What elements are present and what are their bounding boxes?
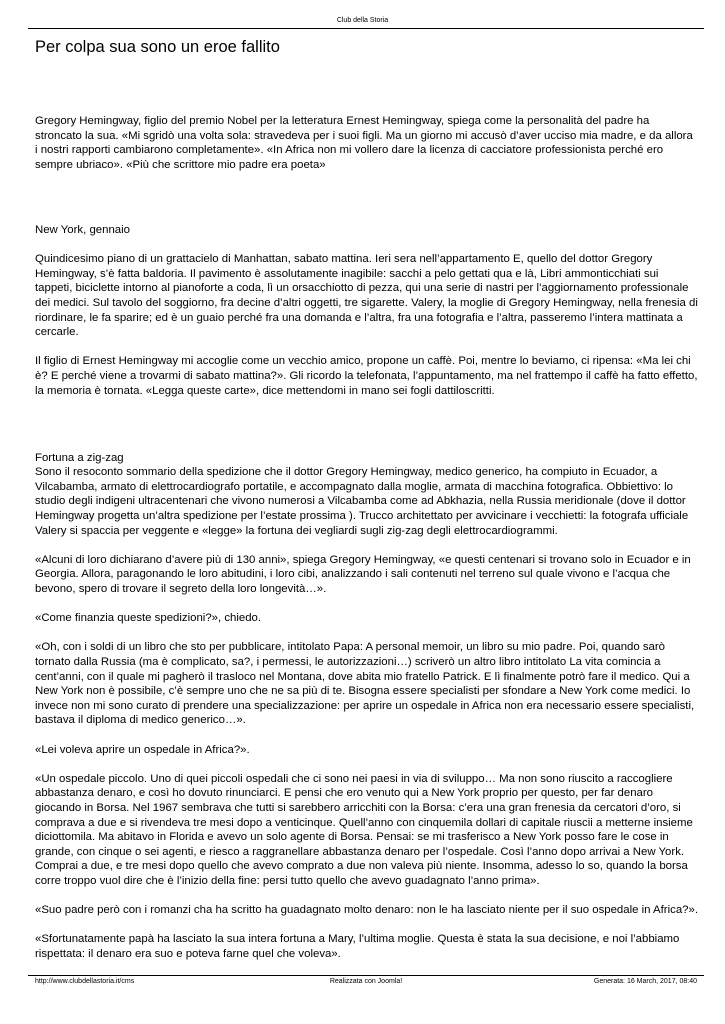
footer-generated-date: Generata: 16 March, 2017, 08:40 xyxy=(593,978,697,985)
spacer xyxy=(35,413,698,451)
paragraph-10: «Sfortunatamente papà ha lasciato la sua intera fortuna a Mary, l’ultima moglie. Questa è stata la sua decisione, e noi l’abbiamo rispettata: il denaro era suo e poteva farne quel che voleva». xyxy=(35,933,680,960)
footer-url-link[interactable]: http://www.clubdellastoria.it/cms xyxy=(35,978,135,985)
paragraph-4: «Alcuni di loro dichiarano d’avere più di 130 anni», spiega Gregory Hemingway, «e questi centenari si trovano solo in Ecuador e in Georgia. Allora, paragonando le loro abitudini, i loro cibi, analizzando i sali contenuti nel terreno sul quale vivono e l’acqua che bevono, spero di trovare il segreto della loro longevità…». xyxy=(35,553,691,596)
paragraph-6: «Oh, con i soldi di un libro che sto per pubblicare, intitolato Papa: A personal memoir, un libro su mio padre. Poi, quando sarò tornato dalla Russia (ma è complicato, sa?, i permessi, le autorizzazioni…) scriverò un altro libro intitolato La vita comincia a cent’anni, con il quale mi pagherò il trasloco nel Montana, dove abita mio fratello Patrick. E lì finalmente potrò fare il medico. Qui a New York non è possibile, c’è sempre uno che ne sa più di te. Bisogna essere specialisti per sfondare a New York come medici. Io invece non mi sono curato di prendere una specializzazione: per aprire un ospedale in Africa non era necessario essere specialisti, bastava il diploma di medico generico…». xyxy=(35,641,695,727)
spacer xyxy=(35,187,698,223)
dateline: New York, gennaio xyxy=(35,223,130,236)
paragraph-9: «Suo padre però con i romanzi cha ha scritto ha guadagnato molto denaro: non le ha lasciato niente per il suo ospedale in Africa?». xyxy=(35,904,698,917)
paragraph-5: «Come finanzia queste spedizioni?», chiedo. xyxy=(35,612,262,625)
footer-divider xyxy=(28,975,704,976)
paragraph-3: Sono il resoconto sommario della spedizione che il dottor Gregory Hemingway, medico generico, ha compiuto in Ecuador, a Vilcabamba, armato di elettrocardiografo portatile, e accompagnato dalla moglie, armata di macchina fotografica. Obbiettivo: lo studio degli indigeni ultracentenari che vivono numerosi a Vilcabamba come ad Abkhazia, nella Russia meridionale (dove il dottor Hemingway progetta un’altra spedizione per l’estate prossima ). Trucco architettato per avvicinare i vecchietti: la fotografa ufficiale Valery si spaccia per veggente e «legge» la fortuna dei vegliardi sugli zig-zag degli elettrocardiogrammi. xyxy=(35,466,689,537)
paragraph-7: «Lei voleva aprire un ospedale in Africa?». xyxy=(35,743,250,756)
article-intro: Gregory Hemingway, figlio del premio Nobel per la letteratura Ernest Hemingway, spiega come la personalità del padre ha stroncato la sua. «Mi sgridò una volta sola: stravedeva per i suoi figli. Ma un giorno mi accusò d’aver ucciso mia madre, e da allora i nostri rapporti cambiarono completamente». «In Africa non mi vollero dare la licenza di cacciatore professionista perché ero sempre ubriaco». «Più che scrittore mio padre era poeta» xyxy=(35,115,693,171)
footer-credit: Realizzata con Joomla! xyxy=(329,978,403,985)
site-header: Club della Storia xyxy=(336,17,389,24)
paragraph-1: Quindicesimo piano di un grattacielo di Manhattan, sabato mattina. Ieri sera nell’appartamento E, quello del dottor Gregory Hemingway, s’è fatta baldoria. Il pavimento è assolutamente inagibile: sacchi a pelo gettati qua e là, Libri ammonticchiati sui tappeti, biciclette intorno al pianoforte a coda, lì un orsacchiotto di pezza, qui una serie di nastri per l’aggiornamento professionale dei medici. Sul tavolo del soggiorno, fra decine d’altri oggetti, tre sigarette. Valery, la moglie di Gregory Hemingway, nella frenesia di riordinare, le fa sparire; ed è un guaio perché fra una domanda e l’altra, fra una fotografia e l’altra, passeremo l’intera mattinata a cercarle. xyxy=(35,253,698,339)
article-title: Per colpa sua sono un eroe fallito xyxy=(35,38,280,56)
header-divider xyxy=(28,28,704,29)
article-body xyxy=(35,114,698,976)
paragraph-2: Il figlio di Ernest Hemingway mi accoglie come un vecchio amico, propone un caffè. Poi, mentre lo beviamo, ci ripensa: «Ma lei chi è? E perché viene a trovarmi di sabato mattina?». Gli ricordo la telefonata, l’appuntamento, ma nel frattempo il caffè ha fatto effetto, la memoria è tornata. «Legga queste carte», dice mettendomi in mano sei fogli dattiloscritti. xyxy=(35,355,698,397)
subheading: Fortuna a zig-zag xyxy=(35,451,124,464)
paragraph-8: «Un ospedale piccolo. Uno di quei piccoli ospedali che ci sono nei paesi in via di sviluppo… Ma non sono riuscito a raccogliere abbastanza denaro, e così ho dovuto rinunciarci. E pensi che ero venuto qui a New York proprio per questo, per far denaro giocando in Borsa. Nel 1967 sembrava che tutti si sarebbero arricchiti con la Borsa: c’era una gran frenesia da cercatori d’oro, si comprava a due e si rivendeva tre mesi dopo a venticinque. Quell’anno con cinquemila dollari di capitale riuscii a metterne insieme diciottomila. Ma abitavo in Florida e avevo un solo agente di Borsa. Pensai: se mi trasferisco a New York posso fare le cose in grande, con cinque o sei agenti, e riesco a raggranellare abbastanza denaro per l’ospedale. Così l’anno dopo arrivai a New York. Comprai a due, e tre mesi dopo quello che avevo comprato a due non valeva più niente. Insomma, adesso lo so, quando la borsa corre troppo vuol dire che è l’inizio della fine: persi tutto quello che avevo guadagnato l’anno prima». xyxy=(35,772,693,887)
